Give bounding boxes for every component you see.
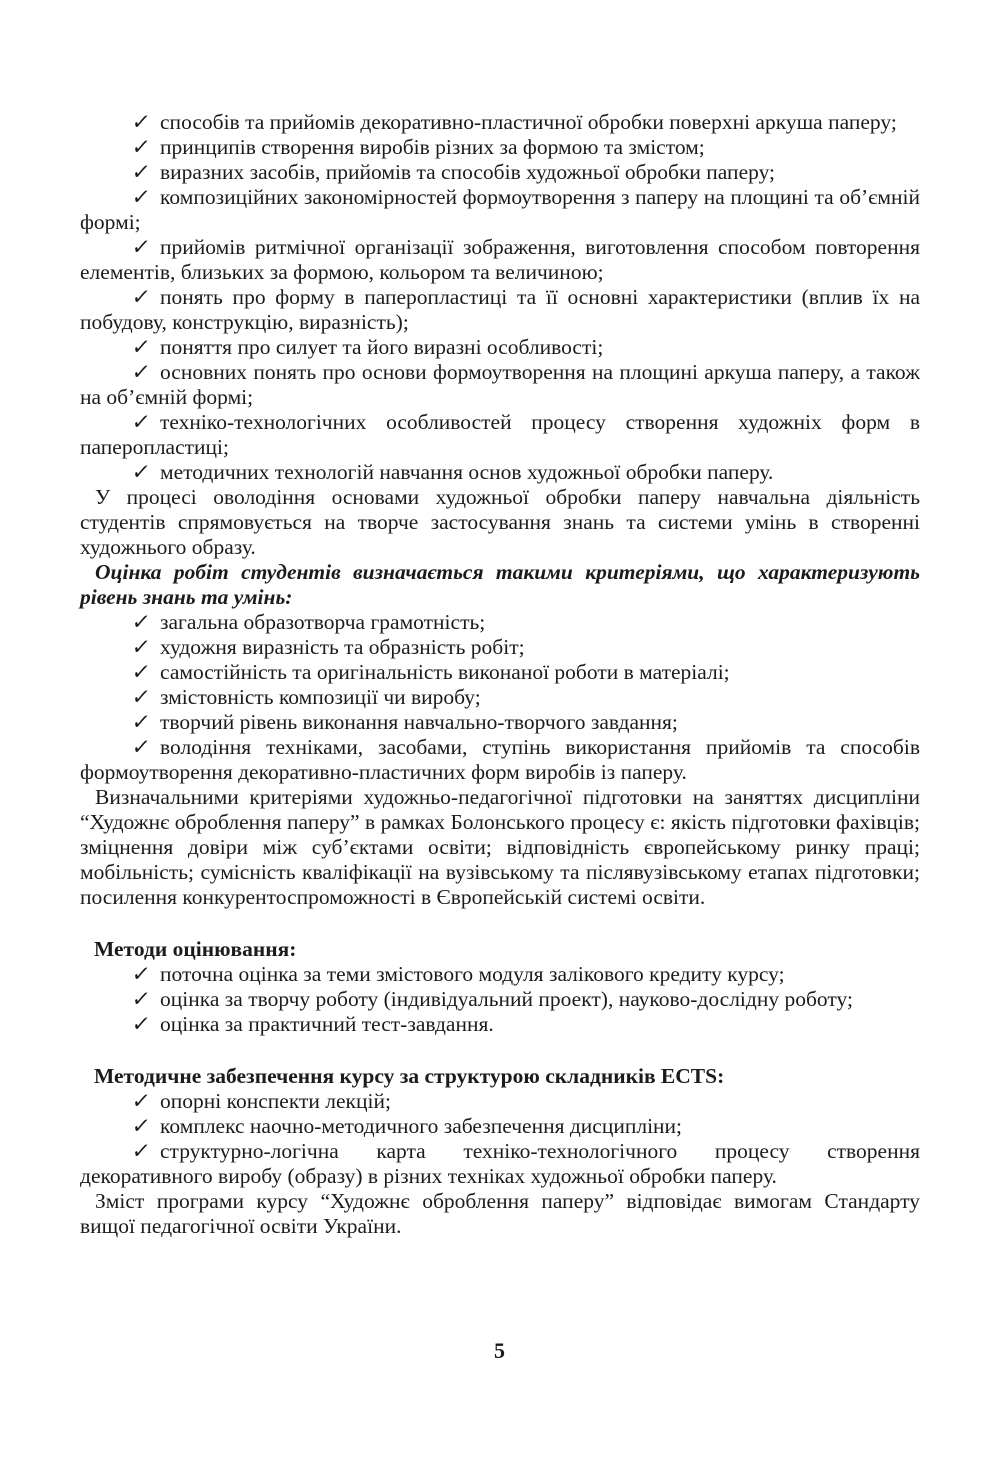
paragraph-course-content-standard: Зміст програми курсу “Художнє оброблення паперу” відповідає вимогам Стандарту вищої педагогічної освіти України.	[80, 1189, 920, 1238]
check-icon: ✓	[130, 160, 152, 184]
check-icon: ✓	[130, 962, 152, 986]
criteria-lead-paragraph: Оцінка робіт студентів визначається такими критеріями, що характеризують рівень знань та умінь:	[80, 560, 920, 609]
bullet-text: техніко-технологічних особливостей процесу створення художніх форм в паперопластиці;	[80, 410, 920, 459]
bullet-item	[80, 185, 920, 235]
paragraph-bologna-criteria: Визначальними критеріями художньо-педагогічної підготовки на заняттях дисципліни “Художнє оброблення паперу” в рамках Болонського процесу є: якість підготовки фахівців; зміцнення довіри між суб’єктами освіти; відповідність європейському ринку праці; мобільність; сумісність кваліфікації на вузівському та післявузівському етапах підготовки; посилення конкурентоспроможності в Європейській системі освіти.	[80, 785, 920, 909]
bullet-item	[80, 987, 920, 1012]
check-icon: ✓	[130, 110, 152, 134]
bullet-text: способів та прийомів декоративно-пластичної обробки поверхні аркуша паперу;	[160, 110, 897, 134]
bullet-item	[80, 610, 920, 635]
bullet-text: змістовність композиції чи виробу;	[160, 685, 481, 709]
check-icon: ✓	[130, 410, 152, 434]
bullet-text: творчий рівень виконання навчально-творчого завдання;	[160, 710, 678, 734]
bullet-item	[80, 1089, 920, 1114]
check-icon: ✓	[130, 660, 152, 684]
bullet-item	[80, 160, 920, 185]
check-icon: ✓	[130, 335, 152, 359]
bullet-item	[80, 710, 920, 735]
paragraph-learning-activity: У процесі оволодіння основами художньої обробки паперу навчальна діяльність студентів спрямовується на творче застосування знань та системи умінь в створенні художнього образу.	[80, 485, 920, 559]
bullet-text: поняття про силует та його виразні особливості;	[160, 335, 604, 359]
bullet-text: загальна образотворча грамотність;	[160, 610, 486, 634]
check-icon: ✓	[130, 1114, 152, 1138]
check-icon: ✓	[130, 1012, 152, 1036]
bullet-text: прийомів ритмічної організації зображення, виготовлення способом повторення елементів, близьких за формою, кольором та величиною;	[80, 235, 920, 284]
bullet-item	[80, 635, 920, 660]
bullet-text: поточна оцінка за теми змістового модуля залікового кредиту курсу;	[160, 962, 785, 986]
bullet-item	[80, 1114, 920, 1139]
check-icon: ✓	[130, 685, 152, 709]
bullet-item	[80, 410, 920, 460]
check-icon: ✓	[130, 1139, 152, 1163]
bullet-item	[80, 735, 920, 785]
check-icon: ✓	[130, 610, 152, 634]
check-icon: ✓	[130, 235, 152, 259]
bullet-text: структурно-логічна карта техніко-технологічного процесу створення декоративного виробу (образу) в різних техніках художньої обробки паперу.	[80, 1139, 920, 1188]
bullet-text: самостійність та оригінальність виконаної роботи в матеріалі;	[160, 660, 730, 684]
bullet-item	[80, 1012, 920, 1037]
check-icon: ✓	[130, 185, 152, 209]
check-icon: ✓	[130, 1089, 152, 1113]
bullet-text: опорні конспекти лекцій;	[160, 1089, 391, 1113]
bullet-text: методичних технологій навчання основ художньої обробки паперу.	[160, 460, 774, 484]
bullet-text: понять про форму в паперопластиці та її основні характеристики (вплив їх на побудову, конструкцію, виразність);	[80, 285, 920, 334]
check-icon: ✓	[130, 735, 152, 759]
section-heading-course-support-ects: Методичне забезпечення курсу за структурою складників ECTS:	[94, 1064, 725, 1088]
bullet-item	[80, 285, 920, 335]
bullet-text: оцінка за практичний тест-завдання.	[160, 1012, 494, 1036]
page-number: 5	[494, 1338, 505, 1363]
bullet-item	[80, 1139, 920, 1189]
check-icon: ✓	[130, 460, 152, 484]
bullet-item	[80, 110, 920, 135]
bullet-text: виразних засобів, прийомів та способів художньої обробки паперу;	[160, 160, 776, 184]
bullet-item	[80, 335, 920, 360]
bullet-text: художня виразність та образність робіт;	[160, 635, 525, 659]
bullet-text: володіння техніками, засобами, ступінь використання прийомів та способів формоутворення декоративно-пластичних форм виробів із паперу.	[80, 735, 920, 784]
bullet-text: комплекс наочно-методичного забезпечення дисципліни;	[160, 1114, 683, 1138]
check-icon: ✓	[130, 987, 152, 1011]
bullet-text: основних понять про основи формоутворення на площині аркуша паперу, а також на об’ємній формі;	[80, 360, 920, 409]
bullet-item	[80, 360, 920, 410]
check-icon: ✓	[130, 710, 152, 734]
bullet-item	[80, 962, 920, 987]
bullet-item	[80, 135, 920, 160]
bullet-item	[80, 460, 920, 485]
bullet-text: принципів створення виробів різних за формою та змістом;	[160, 135, 705, 159]
check-icon: ✓	[130, 360, 152, 384]
bullet-item	[80, 660, 920, 685]
bullet-text: композиційних закономірностей формоутворення з паперу на площині та об’ємній формі;	[80, 185, 920, 234]
bullet-item	[80, 685, 920, 710]
bullet-text: оцінка за творчу роботу (індивідуальний проект), науково-дослідну роботу;	[160, 987, 853, 1011]
page-content	[80, 110, 920, 1239]
check-icon: ✓	[130, 135, 152, 159]
section-heading-assessment-methods: Методи оцінювання:	[94, 937, 297, 961]
check-icon: ✓	[130, 285, 152, 309]
check-icon: ✓	[130, 635, 152, 659]
bullet-item	[80, 235, 920, 285]
